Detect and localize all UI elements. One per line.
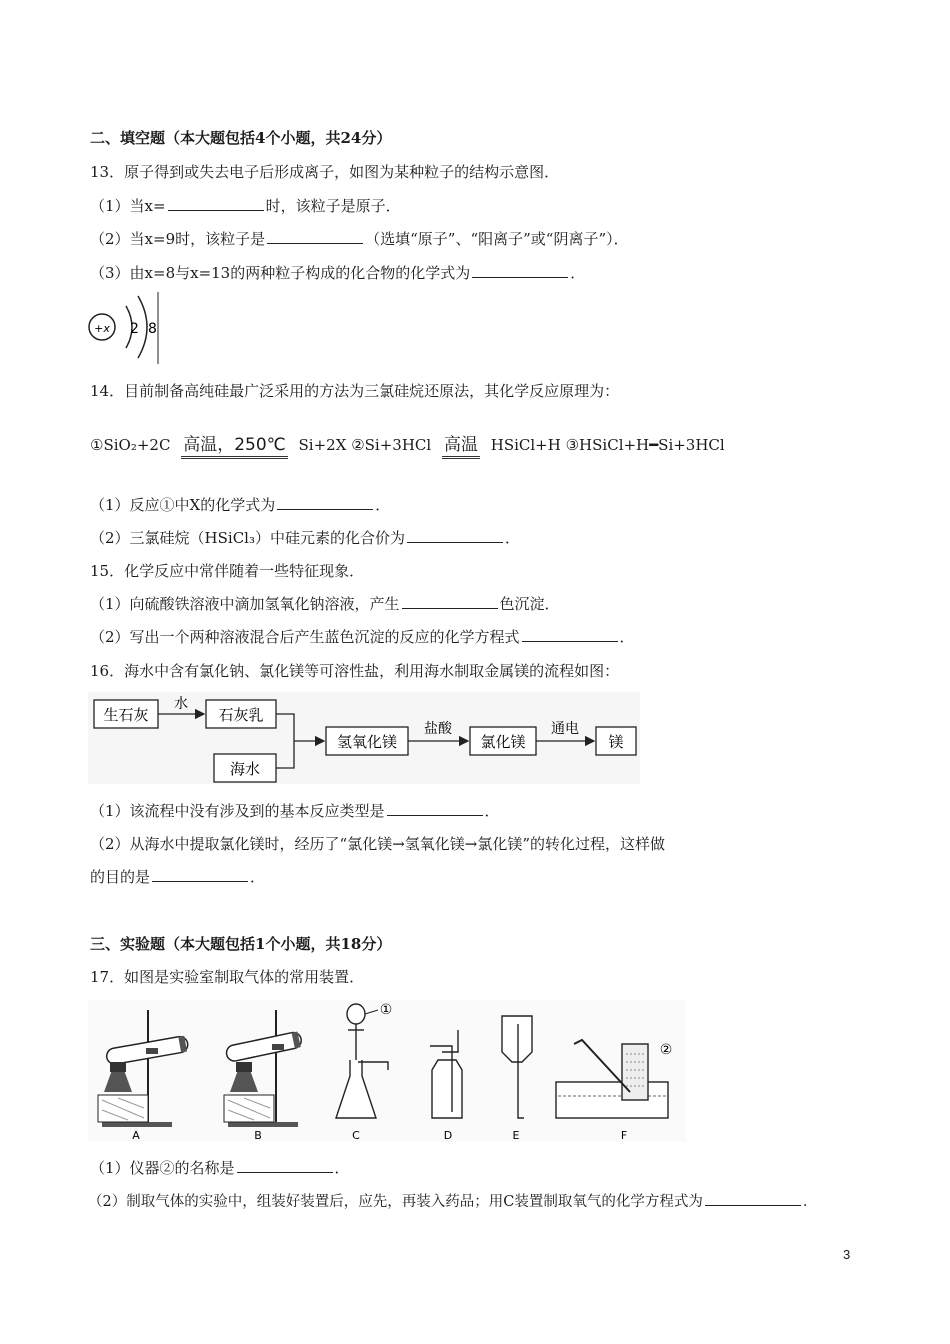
page-number: 3: [843, 1247, 851, 1262]
shell-arc-2: [138, 296, 147, 358]
q17-stem: 17．如图是实验室制取气体的常用装置．: [90, 968, 365, 986]
label-d: D: [443, 1129, 453, 1142]
shell1-electrons: 2: [130, 321, 139, 337]
box-mgoh-label: 氢氧化镁: [336, 733, 398, 751]
q14-part1-text-b: ．: [375, 496, 391, 514]
eq2-right: HSiCl+H: [490, 436, 561, 454]
arrow-water-label: 水: [174, 696, 188, 712]
marker-1: ①: [379, 1002, 393, 1018]
q16-part2-line2: [90, 867, 265, 887]
q13-part2-text-a: （2）当x=9时，该粒子是: [90, 230, 266, 248]
q13-part3-blank[interactable]: [472, 263, 568, 278]
label-a: A: [132, 1129, 140, 1142]
q15-part1: [90, 594, 560, 614]
nucleus-label: +x: [94, 322, 110, 335]
q13-part1-text-b: 时，该粒子是原子．: [265, 197, 401, 215]
q13-part2-text-b: （选填“原子”、“阳离子”或“阴离子”）．: [365, 230, 629, 248]
q14-part2-blank[interactable]: [407, 528, 503, 543]
q16-part1-text-b: ．: [484, 802, 500, 820]
q13-part2: [90, 229, 629, 249]
q17-part1-blank[interactable]: [237, 1158, 333, 1173]
shell2-electrons: 8: [148, 321, 157, 337]
q15-part1-text-b: 色沉淀．: [499, 595, 560, 613]
box-seawater-label: 海水: [229, 760, 261, 778]
section-heading-experiment: 三、实验题（本大题包括1个小题，共18分）: [90, 935, 392, 953]
q15-part1-text-a: （1）向硫酸铁溶液中滴加氢氧化钠溶液，产生: [90, 595, 400, 613]
eq3: ③HSiCl+H━Si+3HCl: [565, 436, 725, 454]
q15-part1-blank[interactable]: [402, 594, 498, 609]
eq1-condition: 高温，250℃: [183, 435, 286, 455]
q15-part2-text-b: ．: [619, 628, 635, 646]
q17-part2: [88, 1191, 817, 1212]
q13-stem: 13．原子得到或失去电子后形成离子，如图为某种粒子的结构示意图．: [90, 163, 560, 181]
q16-part1-blank[interactable]: [387, 801, 483, 816]
eq2-left: ②Si+3HCl: [351, 436, 432, 454]
q13-part1-text-a: （1）当x=: [90, 197, 166, 215]
q16-stem: 16．海水中含有氯化钠、氯化镁等可溶性盐，利用海水制取金属镁的流程如图：: [90, 662, 620, 680]
q13-part3: [90, 263, 585, 283]
section-heading-fill-in: 二、填空题（本大题包括4个小题，共24分）: [90, 129, 392, 147]
q14-part2-text-b: ．: [505, 529, 521, 547]
q17-part2-blank[interactable]: [705, 1191, 801, 1206]
q17-part2-text-a: （2）制取气体的实验中，组装好装置后，应先，再装入药品；用C装置制取氧气的化学方程式为: [88, 1194, 703, 1210]
q16-part2-text-b: ．: [250, 868, 266, 886]
eq1-left: ①SiO₂+2C: [90, 436, 171, 454]
q16-part2-text-a: 的目的是: [90, 868, 151, 886]
eq2-condition: 高温: [443, 435, 478, 455]
q13-part1-blank[interactable]: [168, 196, 264, 211]
arrow-hcl-label: 盐酸: [424, 721, 452, 737]
q14-stem: 14．目前制备高纯硅最广泛采用的方法为三氯硅烷还原法，其化学反应原理为：: [90, 382, 620, 400]
q14-part1: [90, 495, 390, 515]
q17-part1-text-b: ．: [334, 1159, 350, 1177]
box-quicklime-label: 生石灰: [103, 706, 149, 724]
q16-part1: [90, 801, 500, 821]
q15-stem: 15．化学反应中常伴随着一些特征现象．: [90, 562, 365, 580]
magnesium-flow-diagram: [88, 692, 640, 784]
q17-part1-text-a: （1）仪器②的名称是: [90, 1159, 235, 1177]
q13-part2-blank[interactable]: [267, 229, 363, 244]
marker-2: ②: [659, 1042, 673, 1058]
label-b: B: [254, 1129, 262, 1142]
q15-part2-text-a: （2）写出一个两种溶液混合后产生蓝色沉淀的反应的化学方程式: [90, 628, 520, 646]
label-f: F: [620, 1129, 628, 1142]
arrow-electrolysis-label: 通电: [551, 721, 579, 737]
q16-part2-blank[interactable]: [152, 867, 248, 882]
q15-part2: [90, 627, 635, 647]
label-e: E: [512, 1129, 520, 1142]
label-c: C: [352, 1129, 360, 1142]
q16-part2-line1: （2）从海水中提取氯化镁时，经历了“氯化镁→氢氧化镁→氯化镁”的转化过程，这样做: [90, 835, 666, 853]
q14-part1-blank[interactable]: [277, 495, 373, 510]
q14-equations: [90, 435, 725, 455]
box-mgcl-label: 氯化镁: [480, 733, 526, 751]
q13-part3-text-a: （3）由x=8与x=13的两种粒子构成的化合物的化学式为: [90, 264, 471, 282]
q16-part1-text-a: （1）该流程中没有涉及到的基本反应类型是: [90, 802, 385, 820]
box-mg-label: 镁: [608, 733, 624, 751]
q17-part2-text-b: ．: [802, 1194, 818, 1210]
eq1-right: Si+2X: [298, 436, 347, 454]
q13-part1: [90, 196, 401, 216]
q13-part3-text-b: ．: [570, 264, 586, 282]
q17-part1: [90, 1158, 350, 1178]
atom-structure-diagram: [86, 290, 166, 366]
q14-part2-text-a: （2）三氯硅烷（HSiCl₃）中硅元素的化合价为: [90, 529, 405, 547]
q15-part2-blank[interactable]: [522, 627, 618, 642]
box-limemilk-label: 石灰乳: [218, 706, 264, 724]
lab-apparatus-figure: [88, 1000, 686, 1142]
q14-part2: [90, 528, 520, 548]
apparatus-background: [88, 1000, 686, 1142]
q14-part1-text-a: （1）反应①中X的化学式为: [90, 496, 276, 514]
